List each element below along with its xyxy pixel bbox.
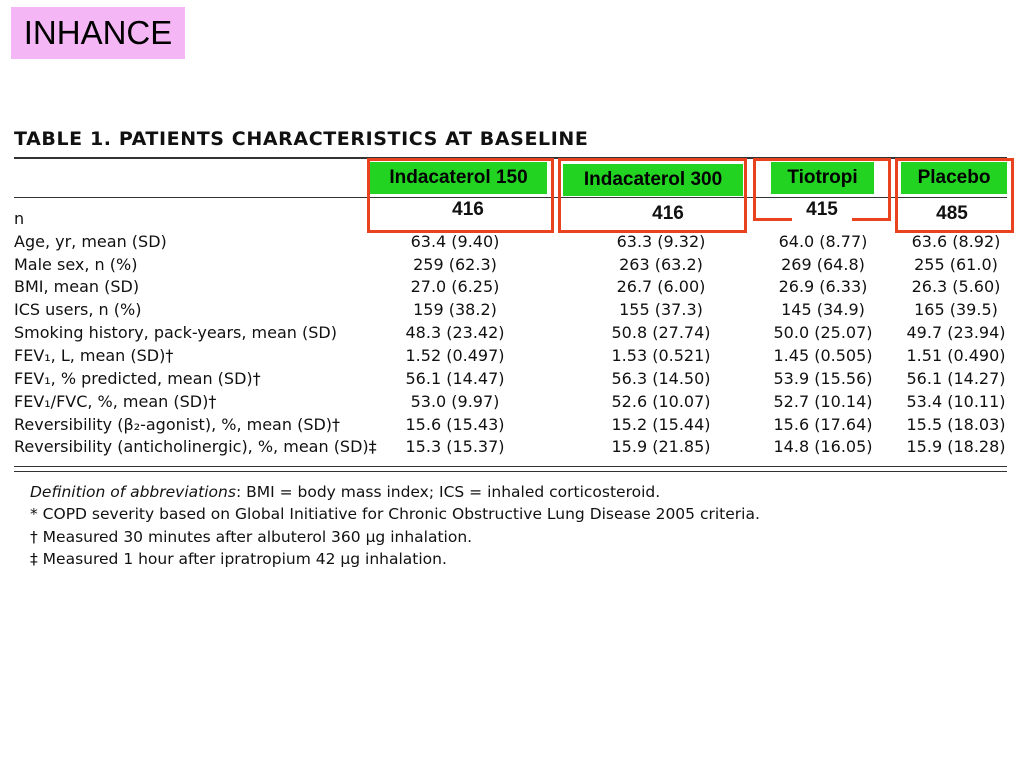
cell: 64.0 (8.77) (778, 232, 868, 251)
table-bottom-rule (14, 466, 1007, 467)
row-label: Reversibility (anticholinergic), %, mean (SD)‡ (14, 437, 377, 456)
cell: 15.6 (15.43) (405, 415, 505, 434)
cell: 53.9 (15.56) (773, 369, 873, 388)
cell: 48.3 (23.42) (405, 323, 505, 342)
cell: 53.0 (9.97) (410, 392, 500, 411)
cell: 56.1 (14.47) (405, 369, 505, 388)
cell: 15.6 (17.64) (773, 415, 873, 434)
cell: 145 (34.9) (781, 300, 865, 319)
cell: 255 (61.0) (914, 255, 998, 274)
cell: 165 (39.5) (914, 300, 998, 319)
column-n-value: 416 (638, 203, 698, 225)
row-label: Reversibility (β₂-agonist), %, mean (SD)† (14, 415, 341, 434)
footnote-double-dagger: ‡ Measured 1 hour after ipratropium 42 μg inhalation. (30, 550, 447, 568)
cell: 56.3 (14.50) (611, 369, 711, 388)
footnote-definitions-text: : BMI = body mass index; ICS = inhaled corticosteroid. (235, 483, 661, 501)
n-label: n (14, 209, 25, 228)
cell: 14.8 (16.05) (773, 437, 873, 456)
footnote-copd: * COPD severity based on Global Initiative for Chronic Obstructive Lung Disease 2005 criteria. (30, 505, 760, 523)
footnote-rule (14, 471, 1007, 472)
row-label: ICS users, n (%) (14, 300, 142, 319)
cell: 50.0 (25.07) (773, 323, 873, 342)
cell: 15.9 (21.85) (611, 437, 711, 456)
table-title: TABLE 1. PATIENTS CHARACTERISTICS AT BASELINE (14, 128, 589, 150)
cell: 159 (38.2) (413, 300, 497, 319)
column-header: Placebo (901, 162, 1007, 194)
cell: 269 (64.8) (781, 255, 865, 274)
cell: 27.0 (6.25) (410, 277, 500, 296)
cell: 26.3 (5.60) (911, 277, 1001, 296)
cell: 259 (62.3) (413, 255, 497, 274)
column-header: Indacaterol 150 (370, 162, 547, 194)
row-label: Male sex, n (%) (14, 255, 138, 274)
cell: 50.8 (27.74) (611, 323, 711, 342)
cell: 53.4 (10.11) (906, 392, 1006, 411)
cell: 15.2 (15.44) (611, 415, 711, 434)
footnote-definitions-title: Definition of abbreviations (30, 483, 236, 501)
row-label: Age, yr, mean (SD) (14, 232, 167, 251)
cell: 15.9 (18.28) (906, 437, 1006, 456)
cell: 52.7 (10.14) (773, 392, 873, 411)
cell: 15.5 (18.03) (906, 415, 1006, 434)
column-header: Tiotropi (771, 162, 874, 194)
cell: 63.3 (9.32) (616, 232, 706, 251)
cell: 263 (63.2) (619, 255, 703, 274)
cell: 1.51 (0.490) (906, 346, 1006, 365)
row-label: FEV₁/FVC, %, mean (SD)† (14, 392, 217, 411)
footnote-definitions (30, 481, 660, 503)
cell: 26.9 (6.33) (778, 277, 868, 296)
column-n-value: 485 (922, 203, 982, 225)
column-header: Indacaterol 300 (563, 164, 743, 196)
cell: 63.4 (9.40) (410, 232, 500, 251)
column-n-value: 415 (792, 199, 852, 221)
cell: 1.45 (0.505) (773, 346, 873, 365)
cell: 26.7 (6.00) (616, 277, 706, 296)
cell: 63.6 (8.92) (911, 232, 1001, 251)
cell: 49.7 (23.94) (906, 323, 1006, 342)
cell: 52.6 (10.07) (611, 392, 711, 411)
row-label: FEV₁, % predicted, mean (SD)† (14, 369, 261, 388)
row-label: BMI, mean (SD) (14, 277, 140, 296)
cell: 15.3 (15.37) (405, 437, 505, 456)
row-label: Smoking history, pack-years, mean (SD) (14, 323, 337, 342)
cell: 1.53 (0.521) (611, 346, 711, 365)
cell: 56.1 (14.27) (906, 369, 1006, 388)
row-label: FEV₁, L, mean (SD)† (14, 346, 174, 365)
column-n-value: 416 (437, 199, 499, 221)
cell: 155 (37.3) (619, 300, 703, 319)
slide-title: INHANCE (11, 7, 185, 59)
cell: 1.52 (0.497) (405, 346, 505, 365)
footnote-dagger: † Measured 30 minutes after albuterol 360 μg inhalation. (30, 528, 473, 546)
